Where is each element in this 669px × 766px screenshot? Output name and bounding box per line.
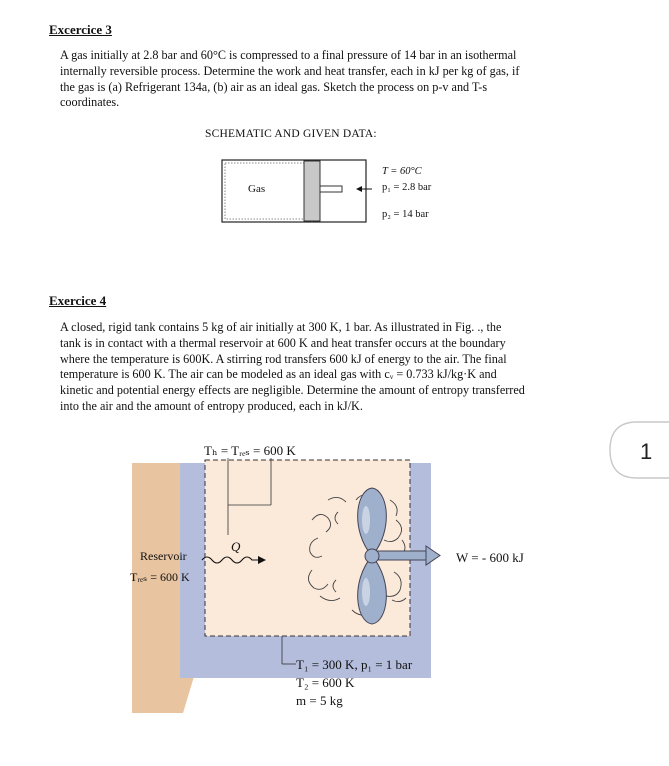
page-number-text: 1: [640, 439, 653, 464]
reservoir-temperature-label: Tᵣₑₛ = 600 K: [130, 570, 190, 584]
exercise-3-heading: Excercice 3: [49, 22, 112, 37]
temperature-label: T = 60°C: [382, 166, 422, 177]
exercise-3-line: coordinates.: [60, 95, 120, 110]
exercise-4-line: where the temperature is 600K. A stirring rod transfers 600 kJ of energy to the air. The final: [60, 351, 507, 366]
exercise-4-heading: Exercice 4: [49, 293, 107, 308]
work-label: W = - 600 kJ: [456, 550, 524, 565]
gas-label: Gas: [248, 183, 266, 195]
exercise-4-line: temperature is 600 K. The air can be modeled as an ideal gas with cᵥ = 0.733 kJ/kg·K and: [60, 367, 497, 382]
piston-rod: [320, 186, 342, 192]
cylinder-outline: [222, 160, 366, 222]
force-arrow-head: [356, 186, 362, 192]
exercise-4-line: into the air and the amount of entropy produced, each in kJ/K.: [60, 398, 363, 413]
page-number-badge[interactable]: [607, 419, 669, 481]
reservoir-label: Reservoir: [140, 549, 187, 563]
exercise-3-line: A gas initially at 2.8 bar and 60°C is compressed to a final pressure of 14 bar in an isothermal: [60, 48, 517, 62]
exercise-4-line: kinetic and potential energy effects are negligible. Determine the amount of entropy transferred: [60, 383, 525, 398]
boundary-temperature-label: Tₕ = Tᵣₑₛ = 600 K: [204, 443, 296, 458]
schematic-title: SCHEMATIC AND GIVEN DATA:: [205, 128, 377, 140]
p1-label: p₁ = 2.8 bar: [382, 182, 432, 193]
state-2-label: T₂ = 600 K: [296, 675, 355, 690]
state-1-label: T₁ = 300 K, p₁ = 1 bar: [296, 657, 413, 672]
mass-label: m = 5 kg: [296, 693, 343, 708]
piston: [304, 161, 320, 221]
exercise-4-line: tank is in contact with a thermal reservoir at 600 K and heat transfer occurs at the boundary: [60, 335, 506, 350]
piston-cylinder-schematic: [222, 160, 432, 222]
exercise-3-line: the gas is (a) Refrigerant 134a, (b) air as an ideal gas. Sketch the process on p-v and T-s: [60, 79, 488, 94]
exercise-4-line: A closed, rigid tank contains 5 kg of air initially at 300 K, 1 bar. As illustrated in Fig. ., the: [60, 320, 502, 334]
rigid-tank-figure: [130, 443, 524, 713]
exercise-3-line: internally reversible process. Determine the work and heat transfer, each in kJ per kg of gas, if: [60, 63, 520, 78]
p2-label: p₂ = 14 bar: [382, 209, 429, 220]
heat-label: Q: [231, 539, 241, 554]
